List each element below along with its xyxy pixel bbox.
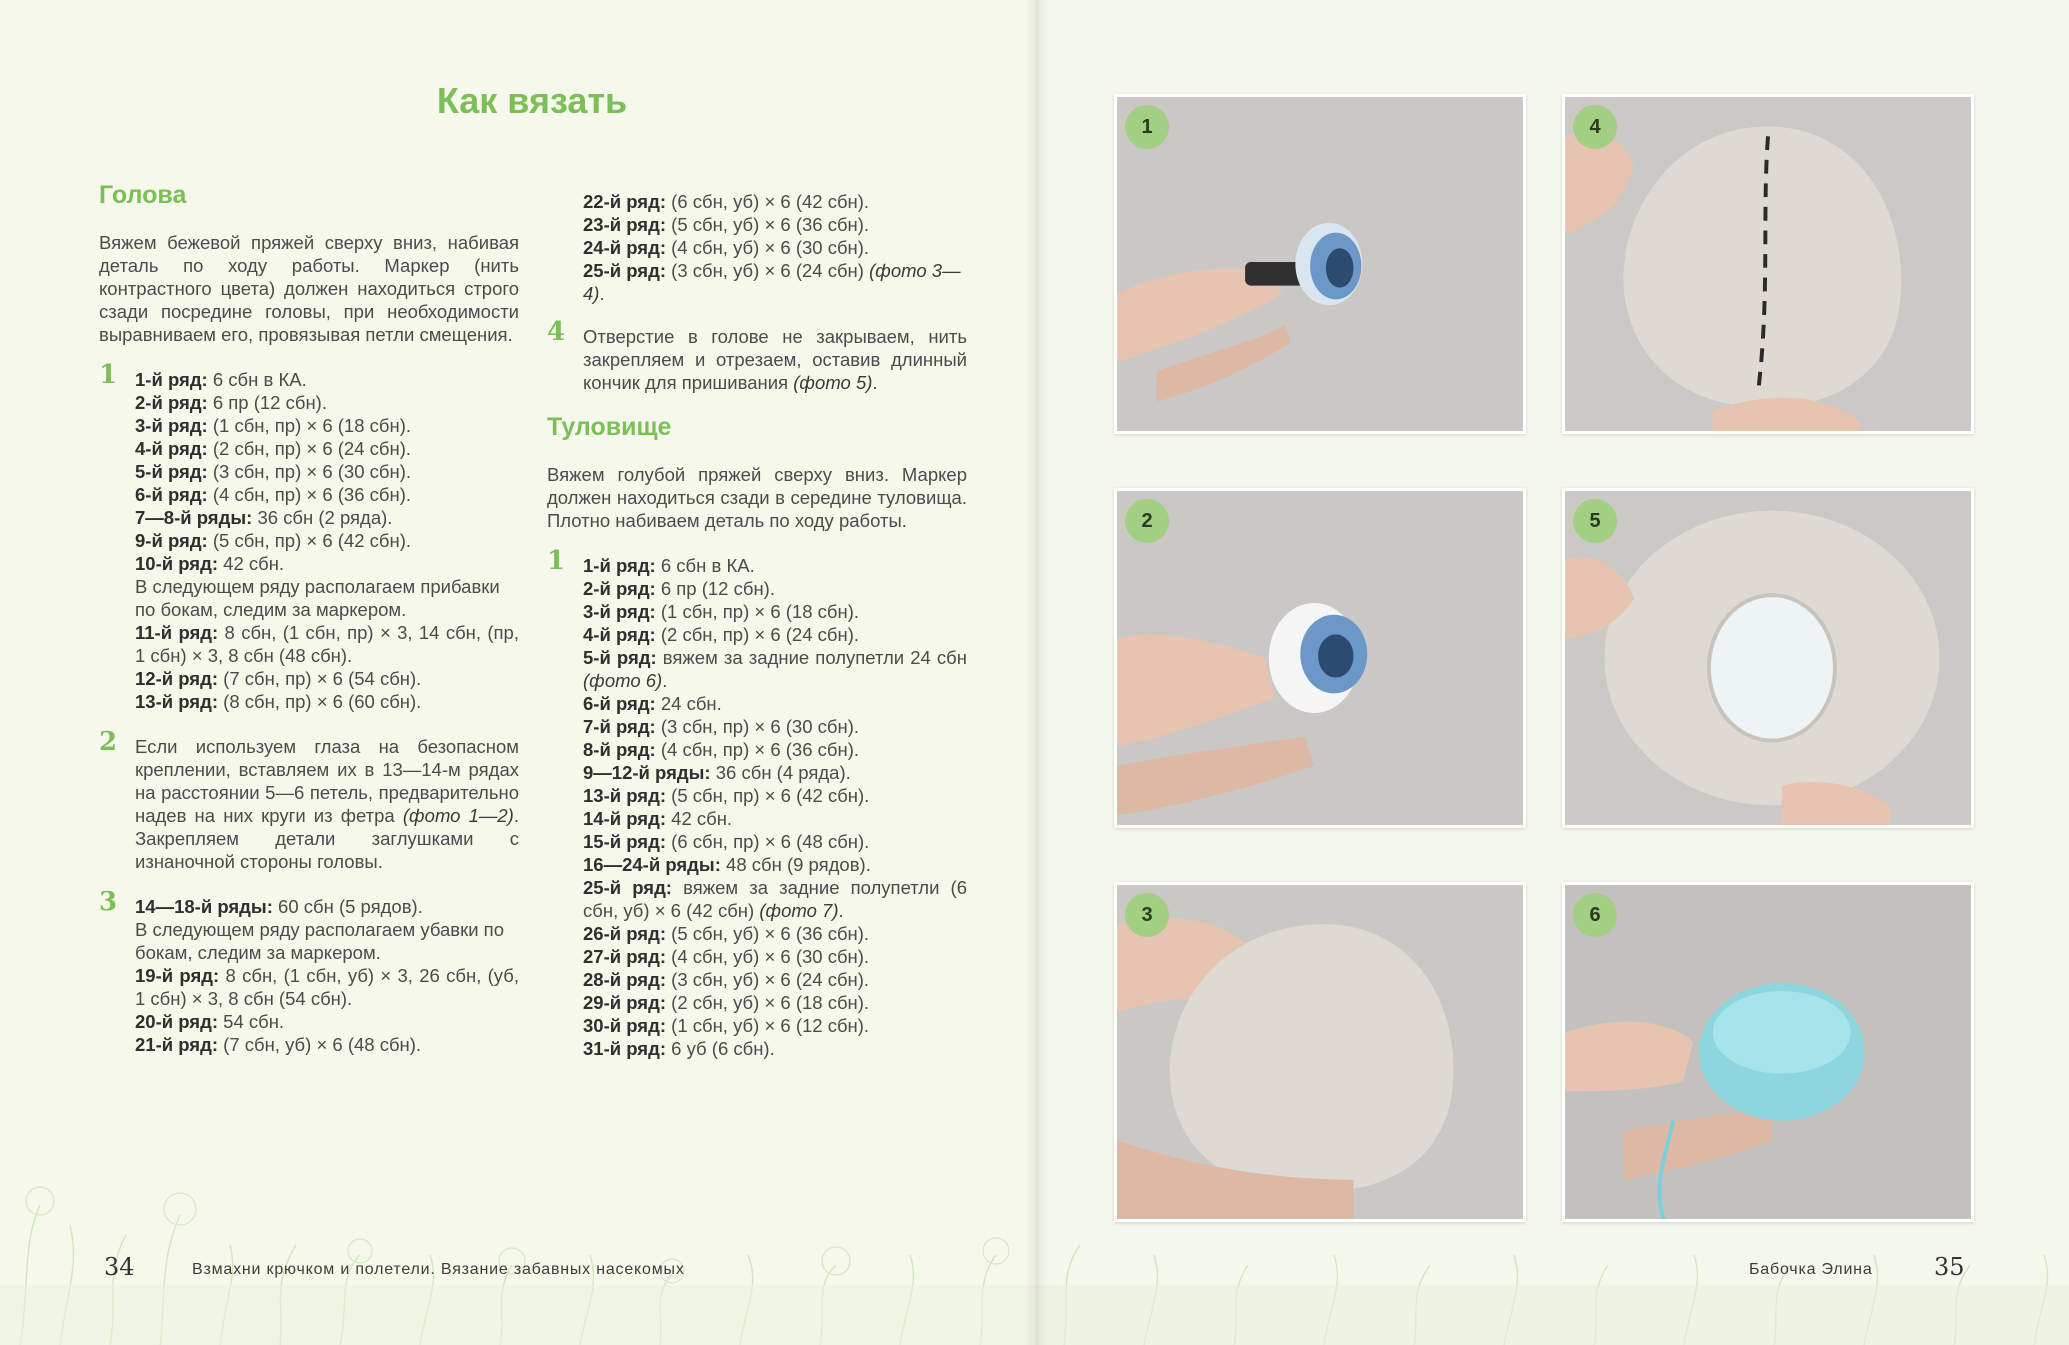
row-line: 3-й ряд: (1 сбн, пр) × 6 (18 сбн). (135, 415, 412, 436)
column-left (99, 181, 520, 1078)
head-with-marker-illustration (1565, 97, 1971, 431)
section-heading-body: Туловище (547, 413, 672, 441)
photo-reference: (фото 1—2) (402, 805, 514, 826)
right-page (1034, 0, 2069, 1345)
head-opening-illustration (1565, 491, 1971, 825)
row-line: 11-й ряд: 8 сбн, (1 сбн, пр) × 3, 14 сбн, (пр, 1 сбн) × 3, 8 сбн (48 сбн). (135, 622, 519, 666)
row-line: 4-й ряд: (2 сбн, пр) × 6 (24 сбн). (583, 624, 860, 645)
column-right (547, 190, 967, 1082)
row-line: 14-й ряд: 42 сбн. (583, 808, 733, 829)
row-line: 5-й ряд: (3 сбн, пр) × 6 (30 сбн). (135, 461, 412, 482)
row-line: 20-й ряд: 54 сбн. (135, 1011, 285, 1032)
row-line: 25-й ряд: вяжем за задние полупетли (6 сбн, уб) × 6 (42 сбн) (фото 7). (583, 877, 967, 921)
page-number-right: 35 (1934, 1253, 1965, 1281)
row-line: 31-й ряд: 6 уб (6 сбн). (583, 1038, 775, 1059)
photo-6 (1562, 882, 1974, 1222)
row-line: 6-й ряд: 24 сбн. (583, 693, 722, 714)
row-line: 12-й ряд: (7 сбн, пр) × 6 (54 сбн). (135, 668, 422, 689)
row-line: 14—18-й ряды: 60 сбн (5 рядов). (135, 896, 423, 917)
photo-reference: (фото 7) (759, 900, 839, 921)
row-line: 5-й ряд: вяжем за задние полупетли 24 сбн (фото 6). (583, 647, 967, 691)
book-gutter (1024, 0, 1050, 1345)
photo-2 (1114, 488, 1526, 828)
safety-eye-illustration (1117, 97, 1523, 431)
row-line: 26-й ряд: (5 сбн, уб) × 6 (36 сбн). (583, 923, 870, 944)
row-line: 2-й ряд: 6 пр (12 сбн). (135, 392, 327, 413)
step-note: В следующем ряду располагаем прибавки по бокам, следим за маркером. (135, 576, 500, 620)
row-line: 9—12-й ряды: 36 сбн (4 ряда). (583, 762, 851, 783)
photo-badge: 2 (1125, 499, 1169, 543)
row-line: 13-й ряд: (8 сбн, пр) × 6 (60 сбн). (135, 691, 422, 712)
photo-badge: 3 (1125, 893, 1169, 937)
step-number: 4 (547, 317, 566, 347)
head-step-2 (99, 727, 519, 873)
row-line: 7—8-й ряды: 36 сбн (2 ряда). (135, 507, 393, 528)
row-line: 9-й ряд: (5 сбн, пр) × 6 (42 сбн). (135, 530, 412, 551)
page-title: Как вязать (436, 80, 628, 121)
photo-badge: 4 (1573, 105, 1617, 149)
head-step-3 (99, 887, 520, 1056)
head-step-1 (99, 360, 519, 713)
row-line: 16—24-й ряды: 48 сбн (9 рядов). (583, 854, 871, 875)
head-step-3-continued (547, 190, 967, 305)
row-line: 2-й ряд: 6 пр (12 сбн). (583, 578, 775, 599)
row-line: 15-й ряд: (6 сбн, пр) × 6 (48 сбн). (583, 831, 870, 852)
step-text: Отверстие в голове не закрываем, нить закрепляем и отрезаем, оставив длинный кончик для пришивания (фото 5). (583, 326, 967, 393)
row-line: 22-й ряд: (6 сбн, уб) × 6 (42 сбн). (583, 191, 870, 212)
photo-badge: 6 (1573, 893, 1617, 937)
eye-with-felt-illustration (1117, 491, 1523, 825)
row-line: 1-й ряд: 6 сбн в КА. (135, 369, 307, 390)
crocheted-head-illustration (1117, 885, 1523, 1219)
photo-badge: 1 (1125, 105, 1169, 149)
row-line: 4-й ряд: (2 сбн, пр) × 6 (24 сбн). (135, 438, 412, 459)
photo-badge: 5 (1573, 499, 1617, 543)
photo-reference: (фото 5) (793, 372, 873, 393)
row-line: 1-й ряд: 6 сбн в КА. (583, 555, 755, 576)
row-line: 23-й ряд: (5 сбн, уб) × 6 (36 сбн). (583, 214, 870, 235)
row-line: 6-й ряд: (4 сбн, пр) × 6 (36 сбн). (135, 484, 412, 505)
row-line: 19-й ряд: 8 сбн, (1 сбн, уб) × 3, 26 сбн, (уб, 1 сбн) × 3, 8 сбн (54 сбн). (135, 965, 520, 1009)
meadow-decoration (0, 1105, 1034, 1345)
row-line: 29-й ряд: (2 сбн, уб) × 6 (18 сбн). (583, 992, 870, 1013)
row-line: 3-й ряд: (1 сбн, пр) × 6 (18 сбн). (583, 601, 860, 622)
head-intro: Вяжем бежевой пряжей сверху вниз, набивая деталь по ходу работы. Маркер (нить контрастного цвета) должен находиться строго сзади посредине головы, при необходимости выравниваем его, провязывая петли смещения. (99, 232, 519, 345)
photo-4 (1562, 94, 1974, 434)
book-title-footer: Взмахни крючком и полетели. Вязание забавных насекомых (192, 1261, 685, 1278)
row-line: 7-й ряд: (3 сбн, пр) × 6 (30 сбн). (583, 716, 860, 737)
step-number: 2 (99, 727, 118, 757)
step-number: 3 (99, 887, 118, 917)
row-line: 10-й ряд: 42 сбн. (135, 553, 285, 574)
left-page (0, 0, 1034, 1345)
row-line: 30-й ряд: (1 сбн, уб) × 6 (12 сбн). (583, 1015, 870, 1036)
step-number: 1 (99, 360, 118, 390)
row-line: 28-й ряд: (3 сбн, уб) × 6 (24 сбн). (583, 969, 870, 990)
step-number: 1 (547, 546, 566, 576)
photo-5 (1562, 488, 1974, 828)
step-note: В следующем ряду располагаем убавки по бокам, следим за маркером. (135, 919, 504, 963)
step-text: Если используем глаза на безопасном креплении, вставляем их в 13—14-м рядах на расстоянии 5—6 петель, предварительно надев на них круги из фетра (фото 1—2). Закрепляем детали заглушками с изнаночной стороны головы. (135, 736, 519, 872)
row-line: 24-й ряд: (4 сбн, уб) × 6 (30 сбн). (583, 237, 870, 258)
body-step-1 (547, 546, 967, 1060)
head-step-4 (547, 317, 967, 394)
row-line: 27-й ряд: (4 сбн, уб) × 6 (30 сбн). (583, 946, 870, 967)
photo-reference: (фото 3—4) (583, 260, 961, 304)
photo-1 (1114, 94, 1526, 434)
row-line: 25-й ряд: (3 сбн, уб) × 6 (24 сбн) (фото 3—4). (583, 260, 961, 304)
chapter-title-footer: Бабочка Элина (1749, 1261, 1873, 1278)
section-heading-head: Голова (99, 181, 187, 209)
page-number-left: 34 (104, 1253, 135, 1281)
row-line: 13-й ряд: (5 сбн, пр) × 6 (42 сбн). (583, 785, 870, 806)
blue-body-start-illustration (1565, 885, 1971, 1219)
photo-reference: (фото 6) (583, 670, 663, 691)
row-line: 21-й ряд: (7 сбн, уб) × 6 (48 сбн). (135, 1034, 422, 1055)
body-intro: Вяжем голубой пряжей сверху вниз. Маркер должен находиться сзади в середине туловища. Плотно набиваем деталь по ходу работы. (547, 464, 967, 531)
photo-3 (1114, 882, 1526, 1222)
row-line: 8-й ряд: (4 сбн, пр) × 6 (36 сбн). (583, 739, 860, 760)
